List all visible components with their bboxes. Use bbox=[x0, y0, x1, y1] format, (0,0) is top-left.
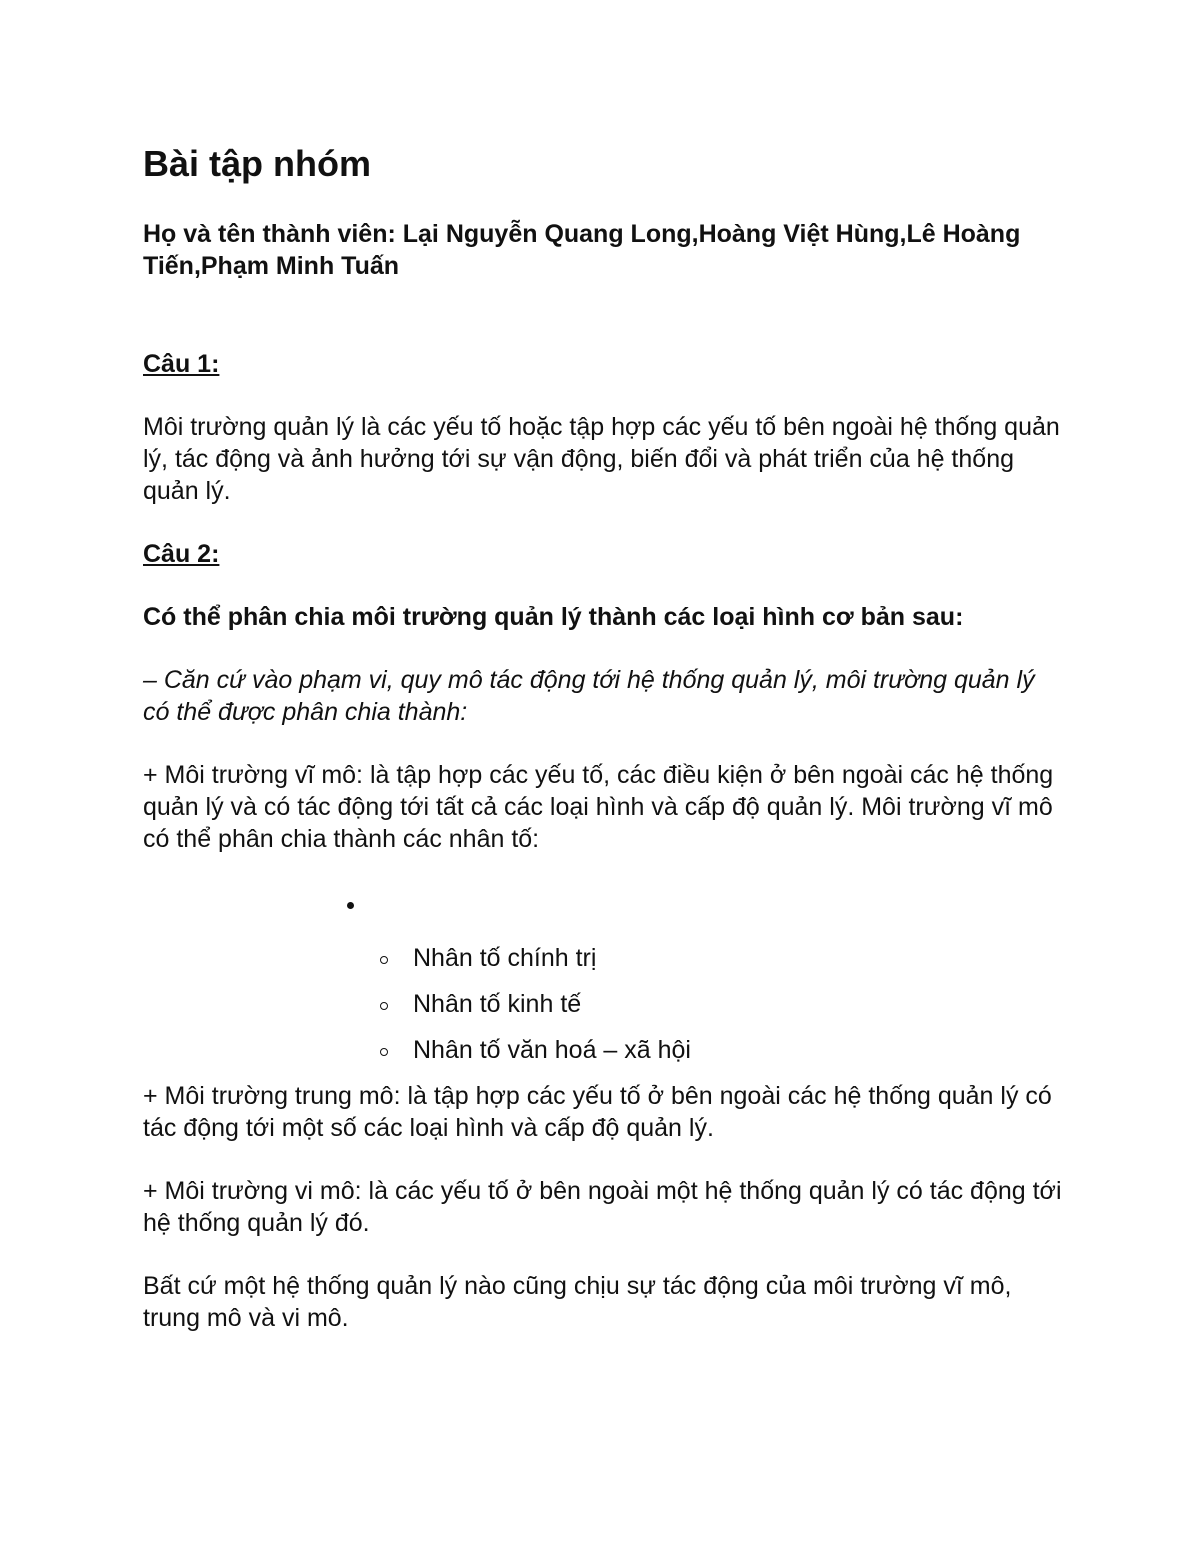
circle-bullet-icon bbox=[380, 956, 388, 964]
document-title: Bài tập nhóm bbox=[143, 143, 372, 184]
factor-label: Nhân tố văn hoá – xã hội bbox=[413, 1036, 691, 1064]
list-item bbox=[143, 1034, 1063, 1066]
meso-environment-paragraph: + Môi trường trung mô: là tập hợp các yếu tố ở bên ngoài các hệ thống quản lý có tác động tới một số các loại hình và cấp độ quản lý. bbox=[143, 1082, 1052, 1142]
list-item bbox=[143, 942, 1063, 974]
factor-list bbox=[143, 942, 1063, 1066]
classification-criterion: – Căn cứ vào phạm vi, quy mô tác động tới hệ thống quản lý, môi trường quản lý có thể được phân chia thành: bbox=[143, 666, 1035, 726]
factor-label: Nhân tố chính trị bbox=[413, 944, 597, 972]
macro-environment-paragraph: + Môi trường vĩ mô: là tập hợp các yếu tố, các điều kiện ở bên ngoài các hệ thống quản lý và có tác động tới tất cả các loại hình và cấp độ quản lý. Môi trường vĩ mô có thể phân chia thành các nhân tố: bbox=[143, 761, 1054, 853]
micro-environment-paragraph: + Môi trường vi mô: là các yếu tố ở bên ngoài một hệ thống quản lý có tác động tới hệ thống quản lý đó. bbox=[143, 1177, 1062, 1237]
factor-label: Nhân tố kinh tế bbox=[413, 990, 582, 1018]
question-2-heading: Câu 2: bbox=[143, 540, 220, 568]
list-item bbox=[143, 988, 1063, 1020]
question-1-heading: Câu 1: bbox=[143, 350, 220, 378]
question-1-answer: Môi trường quản lý là các yếu tố hoặc tập hợp các yếu tố bên ngoài hệ thống quản lý, tác động và ảnh hưởng tới sự vận động, biến đổi và phát triển của hệ thống quản lý. bbox=[143, 413, 1060, 505]
circle-bullet-icon bbox=[380, 1002, 388, 1010]
empty-bullet-item bbox=[143, 882, 1063, 942]
group-members: Họ và tên thành viên: Lại Nguyễn Quang Long,Hoàng Việt Hùng,Lê Hoàng Tiến,Phạm Minh Tuấn bbox=[143, 220, 1021, 280]
question-2-intro: Có thể phân chia môi trường quản lý thành các loại hình cơ bản sau: bbox=[143, 603, 964, 631]
document-page bbox=[143, 140, 1063, 1334]
conclusion-paragraph: Bất cứ một hệ thống quản lý nào cũng chịu sự tác động của môi trường vĩ mô, trung mô và vi mô. bbox=[143, 1272, 1012, 1332]
bullet-dot-icon bbox=[347, 902, 354, 909]
circle-bullet-icon bbox=[380, 1048, 388, 1056]
